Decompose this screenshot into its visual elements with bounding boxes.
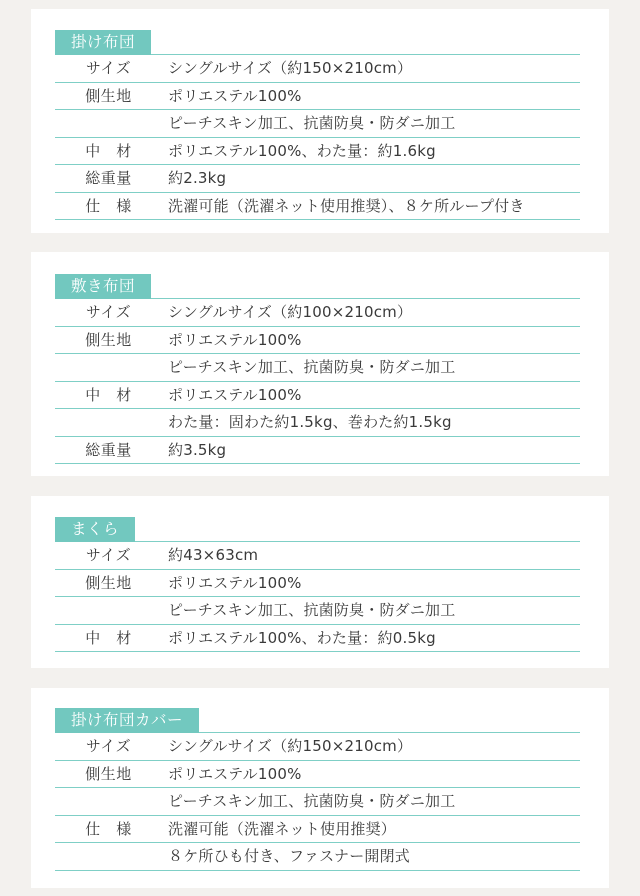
row-value: ポリエステル100% bbox=[168, 764, 302, 783]
table-row bbox=[55, 165, 580, 193]
row-label: サイズ bbox=[85, 546, 132, 564]
spec-card-comforter bbox=[31, 9, 609, 233]
row-value: ピーチスキン加工、抗菌防臭・防ダニ加工 bbox=[168, 601, 456, 619]
section-title: まくら bbox=[55, 517, 135, 542]
row-label bbox=[55, 597, 162, 624]
row-value: ピーチスキン加工、抗菌防臭・防ダニ加工 bbox=[168, 358, 456, 376]
table-row bbox=[55, 437, 580, 465]
row-label bbox=[55, 788, 162, 815]
table-row bbox=[55, 788, 580, 816]
row-label: 中 材 bbox=[85, 628, 132, 647]
spec-card-pillow bbox=[31, 496, 609, 668]
row-value: 約3.5kg bbox=[168, 440, 227, 459]
row-label bbox=[55, 110, 162, 137]
row-label: 中 材 bbox=[85, 141, 132, 160]
section-title: 敷き布団 bbox=[55, 274, 151, 299]
row-value: シングルサイズ（約150×210cm） bbox=[168, 59, 413, 77]
table-row bbox=[55, 597, 580, 625]
section-header bbox=[55, 274, 580, 299]
row-label bbox=[55, 409, 162, 436]
table-row bbox=[55, 193, 580, 221]
row-label: 総重量 bbox=[85, 169, 132, 187]
table-row bbox=[55, 55, 580, 83]
row-label: 仕 様 bbox=[85, 196, 132, 215]
row-value: ポリエステル100% bbox=[168, 385, 302, 404]
table-row bbox=[55, 138, 580, 166]
row-value: ポリエステル100%、わた量：約0.5kg bbox=[168, 628, 436, 647]
row-label: サイズ bbox=[85, 303, 132, 321]
row-label bbox=[55, 354, 162, 381]
table-row bbox=[55, 299, 580, 327]
row-label: 中 材 bbox=[85, 385, 132, 404]
row-label: サイズ bbox=[85, 59, 132, 77]
table-row bbox=[55, 843, 580, 871]
table-row bbox=[55, 382, 580, 410]
row-value: わた量：固わた約1.5kg、巻わた約1.5kg bbox=[168, 413, 452, 431]
table-row bbox=[55, 327, 580, 355]
row-label: 総重量 bbox=[85, 440, 132, 459]
row-value: ポリエステル100% bbox=[168, 86, 302, 105]
row-value: 約43×63cm bbox=[168, 546, 259, 564]
row-value: 約2.3kg bbox=[168, 169, 227, 187]
table-row bbox=[55, 570, 580, 598]
table-row bbox=[55, 83, 580, 111]
row-label: 仕 様 bbox=[85, 819, 132, 838]
row-label: 側生地 bbox=[85, 573, 132, 592]
row-label: 側生地 bbox=[85, 86, 132, 105]
row-value: ポリエステル100% bbox=[168, 573, 302, 592]
spec-card-mattress bbox=[31, 252, 609, 476]
row-value: ポリエステル100%、わた量：約1.6kg bbox=[168, 141, 436, 160]
section-header bbox=[55, 30, 580, 55]
spec-card-comforter-cover bbox=[31, 688, 609, 888]
row-value: シングルサイズ（約100×210cm） bbox=[168, 303, 413, 321]
row-value: ポリエステル100% bbox=[168, 330, 302, 349]
row-value: ピーチスキン加工、抗菌防臭・防ダニ加工 bbox=[168, 792, 456, 810]
table-row bbox=[55, 409, 580, 437]
row-value: 洗濯可能（洗濯ネット使用推奨） bbox=[168, 819, 397, 838]
row-value: ８ケ所ひも付き、ファスナー開閉式 bbox=[168, 847, 411, 865]
section-title: 掛け布団カバー bbox=[55, 708, 199, 733]
row-value: シングルサイズ（約150×210cm） bbox=[168, 737, 413, 755]
table-row bbox=[55, 542, 580, 570]
table-row bbox=[55, 733, 580, 761]
section-header bbox=[55, 708, 580, 733]
table-row bbox=[55, 761, 580, 789]
row-label: サイズ bbox=[85, 737, 132, 755]
table-row bbox=[55, 354, 580, 382]
row-label bbox=[55, 843, 162, 870]
row-value: 洗濯可能（洗濯ネット使用推奨）、８ケ所ループ付き bbox=[168, 196, 525, 215]
row-label: 側生地 bbox=[85, 330, 132, 349]
section-title: 掛け布団 bbox=[55, 30, 151, 55]
row-value: ピーチスキン加工、抗菌防臭・防ダニ加工 bbox=[168, 114, 456, 132]
table-row bbox=[55, 816, 580, 844]
table-row bbox=[55, 110, 580, 138]
row-label: 側生地 bbox=[85, 764, 132, 783]
table-row bbox=[55, 625, 580, 653]
section-header bbox=[55, 517, 580, 542]
